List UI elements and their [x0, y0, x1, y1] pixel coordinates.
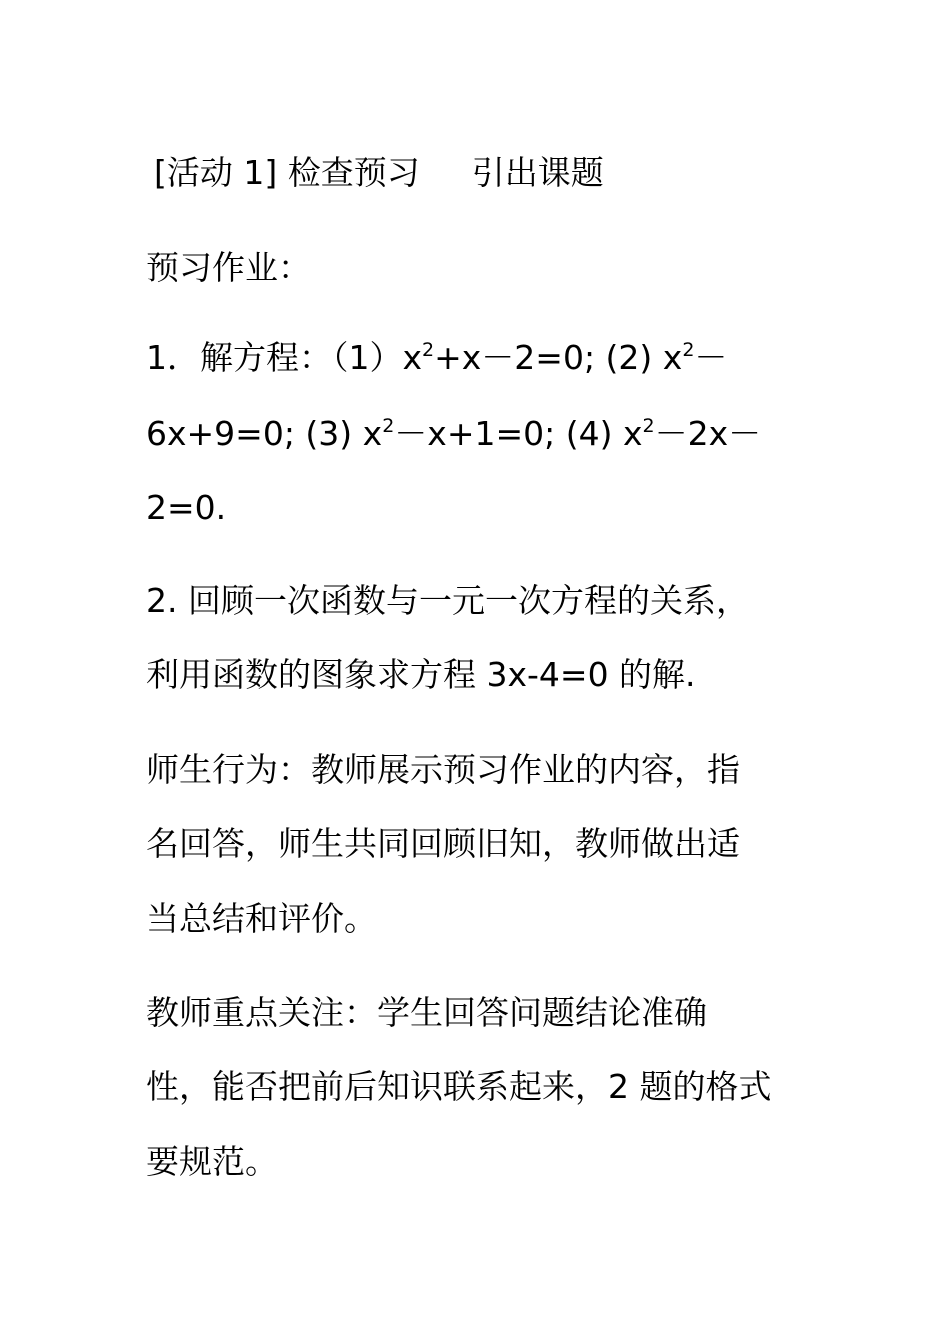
item2-line2: 利用函数的图象求方程 3x-4=0 的解. [146, 655, 696, 694]
preview-label: 预习作业： [146, 248, 311, 287]
focus-line2: 性，能否把前后知识联系起来，2 题的格式 [146, 1067, 772, 1106]
teacher-student-line3: 当总结和评价。 [146, 899, 377, 938]
item1-line2-text-b: －x+1=0; (4) x [394, 414, 643, 453]
heading-title: [活动 1] 检查预习 [154, 153, 420, 192]
item1-line1-text-b: +x－2=0; (2) x [434, 338, 683, 377]
teacher-student-line2: 名回答，师生共同回顾旧知，教师做出适 [146, 824, 740, 863]
item1-line2-text-c: －2x－ [654, 414, 762, 453]
item1-line1-text-a: 1．解方程：（1）x [146, 338, 423, 377]
item1-line2 [146, 414, 761, 454]
item1-line2-exponent-1: 2 [382, 415, 395, 437]
activity-heading [154, 153, 604, 193]
heading-subtitle: 引出课题 [471, 153, 604, 192]
focus-line3: 要规范。 [146, 1142, 278, 1181]
item2-line1: 2. 回顾一次函数与一元一次方程的关系， [146, 581, 749, 620]
item1-line1-exponent-1: 2 [422, 339, 435, 361]
item1-line2-exponent-2: 2 [642, 415, 655, 437]
item1-line1-exponent-2: 2 [682, 339, 695, 361]
item1-line1 [146, 338, 727, 378]
focus-line1: 教师重点关注：学生回答问题结论准确 [146, 993, 707, 1032]
teacher-student-line1: 师生行为：教师展示预习作业的内容，指 [146, 750, 740, 789]
item1-line3: 2=0. [146, 488, 227, 527]
item1-line1-text-c: － [694, 338, 728, 377]
item1-line2-text-a: 6x+9=0; (3) x [146, 414, 383, 453]
